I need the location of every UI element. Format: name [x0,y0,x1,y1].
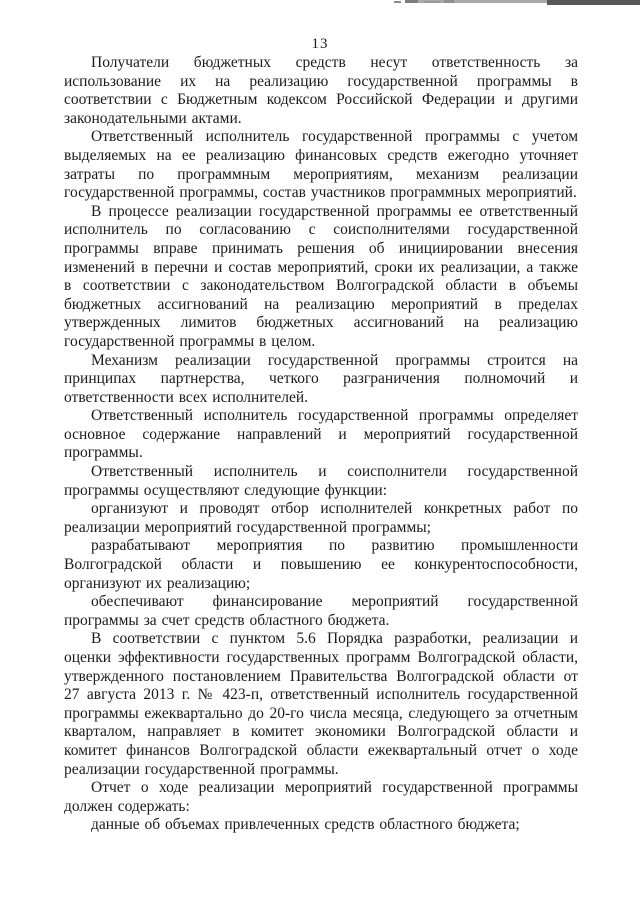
paragraph-recipients-responsibility: Получатели бюджетных средств несут ответственность за использование их на реализацию государственной программы в соответствии с Бюджетным кодексом Российской Федерации и другими законодательными актами. [64,54,578,127]
paragraph-function-development: разрабатывают мероприятия по развитию промышленности Волгоградской области и повышению ее конкурентоспособности, организуют их реализацию; [64,537,578,592]
document-text [64,54,578,835]
scan-artifact-speck [394,1,401,3]
paragraph-quarterly-report: В соответствии с пунктом 5.6 Порядка разработки, реализации и оценки эффективности государственных программ Волгоградской области, утвержденного постановлением Правительства Волгоградской области от 27 августа 2013 г. № 423-п, ответственный исполнитель государственной программы ежеквартально до 20-го числа месяца, следующего за отчетным кварталом, направляет в комитет экономики Волгоградской области и комитет финансов Волгоградской области ежеквартальный отчет о ходе реализации государственной программы. [64,630,578,778]
scan-artifact-speck [405,0,418,3]
paragraph-function-selection: организуют и проводят отбор исполнителей конкретных работ по реализации мероприятий государственной программы; [64,500,578,536]
paragraph-executor-defines-content: Ответственный исполнитель государственной программы определяет основное содержание направлений и мероприятий государственной программы. [64,407,578,462]
paragraph-mechanism-principles: Механизм реализации государственной программы строится на принципах партнерства, четкого разграничения полномочий и ответственности всех исполнителей. [64,351,578,406]
scan-artifact-speck [424,1,440,3]
paragraph-report-item-budget-data: данные об объемах привлеченных средств областного бюджета; [91,816,520,834]
paragraph-functions-intro: Ответственный исполнитель и соисполнители государственной программы осуществляют следующие функции: [64,463,578,499]
page-number: 13 [311,36,329,52]
scan-artifact-bar-dark [547,0,640,5]
paragraph-report-must-contain: Отчет о ходе реализации мероприятий государственной программы должен содержать: [64,779,578,815]
paragraph-function-financing: обеспечивают финансирование мероприятий государственной программы за счет средств областного бюджета. [64,593,578,629]
paragraph-change-initiation: В процессе реализации государственной программы ее ответственный исполнитель по согласованию с соисполнителями государственной программы вправе принимать решения об инициировании внесения изменений в перечни и состав мероприятий, сроки их реализации, а также в соответствии с законодательством Волгоградской области в объемы бюджетных ассигнований на реализацию мероприятий в пределах утвержденных лимитов бюджетных ассигнований на реализацию государственной программы в целом. [64,202,578,350]
scan-artifact-speck [444,0,454,3]
paragraph-executor-annual-update: Ответственный исполнитель государственной программы с учетом выделяемых на ее реализацию финансовых средств ежегодно уточняет затраты по программным мероприятиям, механизм реализации государственной программы, состав участников программных мероприятий. [64,128,578,202]
